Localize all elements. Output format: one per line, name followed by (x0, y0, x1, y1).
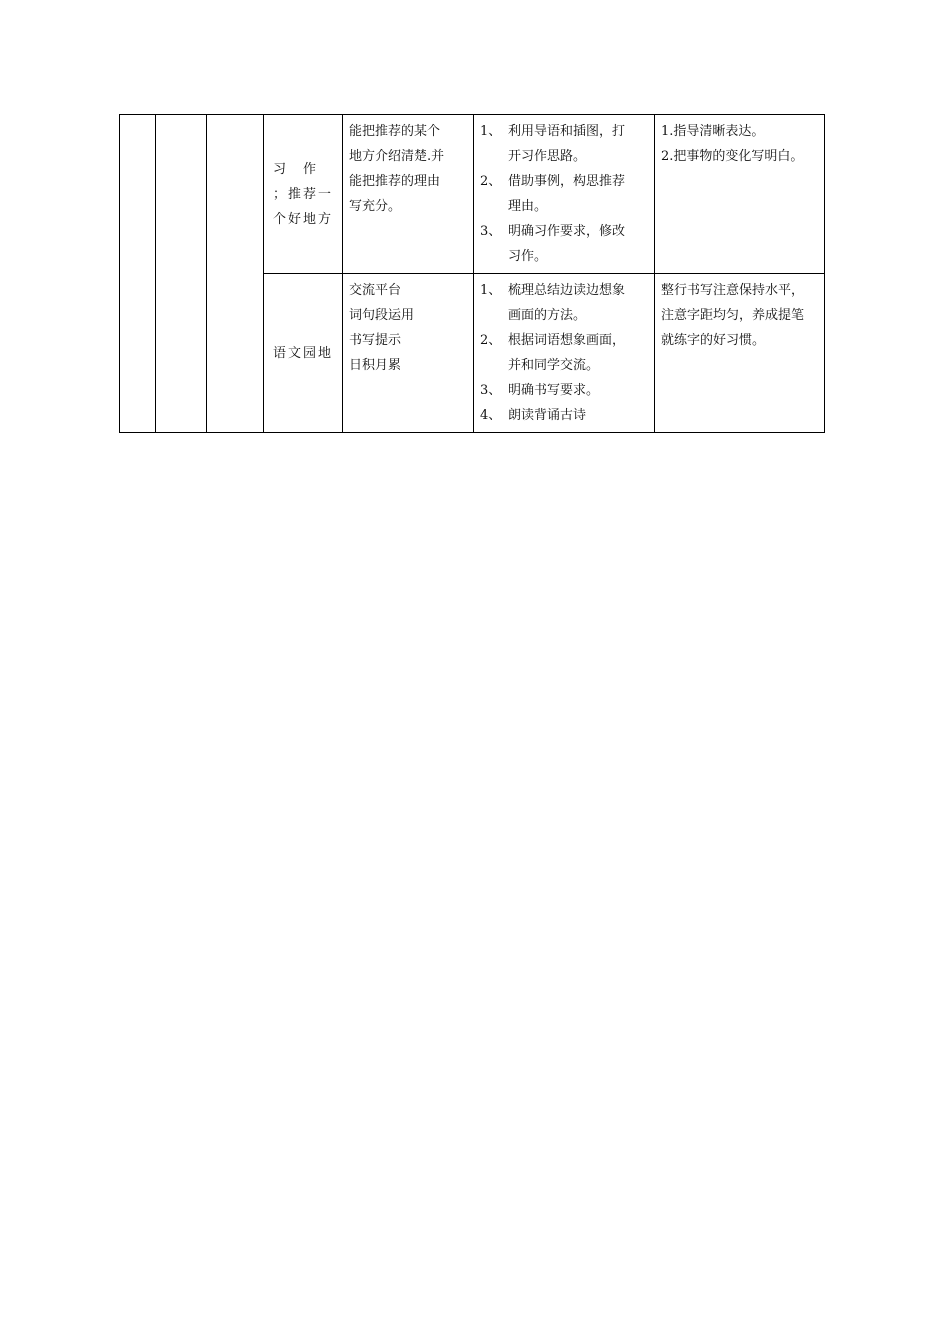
lesson-title-line: 习 作 (273, 161, 319, 177)
lesson-goal-line: 写充分。 (349, 199, 402, 214)
step-text-line: 并和同学交流。 (508, 358, 600, 373)
lesson-goal-line: 能把推荐的理由 (349, 174, 441, 189)
lesson-goal-cell (343, 274, 474, 433)
lesson-title-line: 个好地方 (273, 211, 334, 227)
step-text-line: 根据词语想象画面， (508, 333, 626, 348)
empty-cell (120, 115, 156, 433)
lesson-steps-cell (474, 115, 655, 274)
step-text-line: 利用导语和插图，打 (508, 124, 626, 139)
step-text-line: 借助事例，构思推荐 (508, 174, 626, 189)
step-text-line: 明确习作要求，修改 (508, 224, 626, 239)
lesson-note-line: 注意字距均匀，养成提笔 (661, 308, 805, 323)
list-item (480, 169, 648, 219)
lesson-goal-line: 交流平台 (349, 283, 402, 298)
lesson-goal-line: 词句段运用 (349, 308, 415, 323)
lesson-title-cell (264, 274, 343, 433)
list-item (480, 219, 648, 269)
lesson-note-line: 2.把事物的变化写明白。 (661, 149, 804, 164)
lesson-goal-line: 书写提示 (349, 333, 402, 348)
list-item (480, 328, 648, 378)
step-number: 2、 (480, 333, 502, 348)
table-row (120, 115, 825, 274)
step-text-line: 朗读背诵古诗 (508, 408, 587, 423)
empty-cell (156, 115, 207, 433)
lesson-title-cell (264, 115, 343, 274)
step-text-line: 理由。 (508, 199, 548, 214)
step-text-line: 画面的方法。 (508, 308, 587, 323)
step-number: 3、 (480, 383, 502, 398)
step-text-line: 习作。 (508, 249, 548, 264)
lesson-note-line: 整行书写注意保持水平， (661, 283, 805, 298)
lesson-steps-cell (474, 274, 655, 433)
lesson-notes-cell (655, 274, 825, 433)
list-item (480, 378, 648, 403)
step-text-line: 开习作思路。 (508, 149, 587, 164)
lesson-note-line: 1.指导清晰表达。 (661, 124, 765, 139)
lesson-notes-cell (655, 115, 825, 274)
step-text-line: 明确书写要求。 (508, 383, 600, 398)
lesson-note-line: 就练字的好习惯。 (661, 333, 766, 348)
lesson-goal-line: 日积月累 (349, 358, 402, 373)
lesson-goal-cell (343, 115, 474, 274)
step-number: 3、 (480, 224, 502, 239)
lesson-goal-line: 地方介绍清楚.并 (349, 149, 445, 164)
lesson-goal-line: 能把推荐的某个 (349, 124, 441, 139)
step-text-line: 梳理总结边读边想象 (508, 283, 626, 298)
empty-cell (207, 115, 264, 433)
lesson-title-line: 语文园地 (273, 345, 334, 361)
list-item (480, 119, 648, 169)
step-number: 1、 (480, 124, 502, 139)
lesson-title-line: ；推荐一 (273, 186, 334, 202)
step-number: 1、 (480, 283, 502, 298)
list-item (480, 278, 648, 328)
step-number: 4、 (480, 408, 502, 423)
list-item (480, 403, 648, 428)
lesson-plan-table (119, 114, 825, 433)
step-number: 2、 (480, 174, 502, 189)
